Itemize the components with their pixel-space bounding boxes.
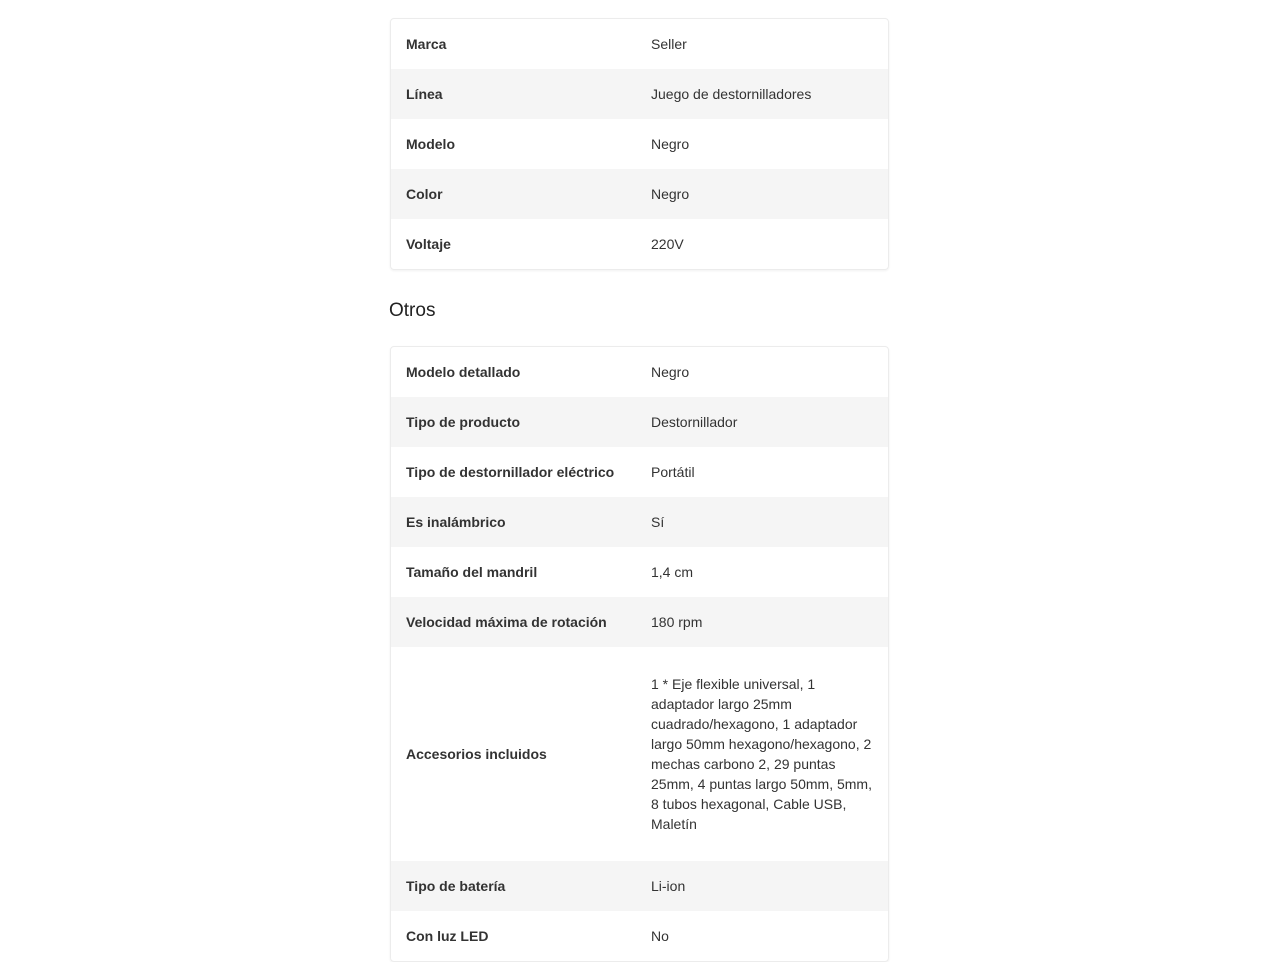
spec-value: Juego de destornilladores — [651, 86, 812, 102]
table-row — [391, 219, 888, 269]
table-row — [391, 911, 888, 961]
spec-key: Modelo detallado — [406, 364, 521, 380]
table-row — [391, 69, 888, 119]
table-row — [391, 397, 888, 447]
table-row — [391, 19, 888, 69]
otros-specs-table — [390, 346, 889, 962]
spec-key: Línea — [406, 86, 443, 102]
spec-key: Marca — [406, 36, 447, 52]
spec-key: Accesorios incluidos — [406, 746, 547, 762]
spec-key: Tamaño del mandril — [406, 564, 538, 580]
general-specs-table — [390, 18, 889, 270]
specs-container — [390, 18, 889, 962]
spec-key: Modelo — [406, 136, 455, 152]
spec-key: Velocidad máxima de rotación — [406, 614, 607, 630]
spec-key: Color — [406, 186, 443, 202]
spec-value: 1,4 cm — [651, 564, 694, 580]
spec-key: Tipo de batería — [406, 878, 506, 894]
table-row — [391, 861, 888, 911]
spec-key: Es inalámbrico — [406, 514, 506, 530]
spec-key: Con luz LED — [406, 928, 489, 944]
table-row — [391, 597, 888, 647]
spec-value: Sí — [651, 514, 665, 530]
spec-value: Negro — [651, 186, 690, 202]
spec-value: 180 rpm — [651, 614, 703, 630]
table-row — [391, 497, 888, 547]
spec-value: Li-ion — [651, 878, 686, 894]
table-row — [391, 169, 888, 219]
spec-value: No — [651, 928, 669, 944]
section-title: Otros — [389, 300, 436, 321]
spec-key: Tipo de producto — [406, 414, 521, 430]
spec-value: Seller — [651, 36, 687, 52]
table-row — [391, 347, 888, 397]
table-row — [391, 119, 888, 169]
spec-value: Destornillador — [651, 414, 738, 430]
spec-value: Negro — [651, 136, 690, 152]
table-row — [391, 547, 888, 597]
table-row — [391, 447, 888, 497]
table-row — [391, 647, 888, 861]
spec-value: 220V — [651, 236, 684, 252]
spec-value: Negro — [651, 364, 690, 380]
spec-key: Tipo de destornillador eléctrico — [406, 464, 615, 480]
spec-value: 1 * Eje flexible universal, 1 adaptador largo 25mm cuadrado/hexagono, 1 adaptador largo 50mm hexagono/hexagono, 2 mechas carbono 2, 29 puntas 25mm, 4 puntas largo 50mm, 5mm, 8 tubos hexagonal, Cable USB, Maletín — [651, 676, 872, 832]
spec-key: Voltaje — [406, 236, 451, 252]
spec-value: Portátil — [651, 464, 695, 480]
